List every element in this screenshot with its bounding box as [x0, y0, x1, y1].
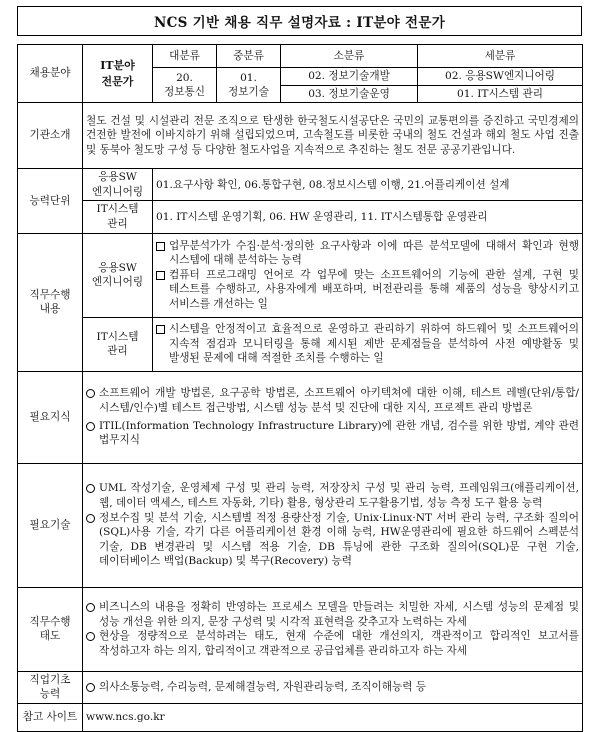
duty-it-label: IT시스템 관리	[83, 317, 153, 371]
skill-label: 필요기술	[18, 463, 83, 587]
unit-sw-label: 응용SW 엔지니어링	[83, 169, 153, 201]
org-intro-label: 기관소개	[18, 103, 83, 169]
skill-item: 정보수집 및 분석 기술, 시스템별 적정 용량산정 기술, Unix·Linux·NT 서버 관리 능력, 구조화 질의어(SQL)사용 기술, 각기 다른 어플리케이션 환경 이해 능력, HW운영관리에 필요한 하드웨어 스펙분석 기술, DB 변경관리 및 시스템 적용 기술, DB 튜닝에 관한 구조화 질의어(SQL)문 구현 기술, 데이터베이스 백업(Backup) 및 복구(Recovery) 능력	[86, 511, 579, 569]
square-bullet-icon	[156, 239, 165, 256]
circle-bullet-icon	[86, 386, 95, 403]
col-head-middle: 중분류	[217, 45, 281, 68]
knowledge-content	[83, 371, 583, 463]
circle-bullet-icon	[86, 680, 95, 697]
col-head-minor: 소분류	[281, 45, 418, 68]
unit-it-text: 01. IT시스템 운영기획, 06. HW 운영관리, 11. IT시스템통합 운영관리	[153, 201, 583, 233]
attitude-content	[83, 587, 583, 671]
knowledge-item: 소프트웨어 개발 방법론, 요구공학 방법론, 소프트웨어 아키텍쳐에 대한 이해, 테스트 레벨(단위/통합/시스템/인수)별 테스트 접근방법, 시스템 성능 분석 및 진단에 대한 지식, 프로젝트 관리 방법론	[86, 386, 579, 415]
col-head-major: 대분류	[153, 45, 217, 68]
minor-class-1: 02. 정보기술개발	[281, 68, 418, 86]
reference-label: 참고 사이트	[18, 703, 83, 731]
circle-bullet-icon	[86, 511, 95, 528]
unit-sw-text: 01.요구사항 확인, 06.통합구현, 08.정보시스템 이행, 21.어플리케이션 설계	[153, 169, 583, 201]
knowledge-item: ITIL(Information Technology Infrastructure Library)에 관한 개념, 검수를 위한 방법, 계약 관련 법무지식	[86, 419, 579, 448]
ability-unit-label: 능력단위	[18, 169, 83, 233]
duty-label: 직무수행 내용	[18, 233, 83, 371]
circle-bullet-icon	[86, 419, 95, 436]
attitude-item: 현상을 정량적으로 분석하려는 태도, 현재 수준에 대한 개선의지, 객관적이고 합리적인 보고서를 작성하고자 하는 의지, 합리적이고 객관적으로 공급업체를 관리하고자 하는 자세	[86, 629, 579, 658]
duty-sw-content	[153, 233, 583, 317]
attitude-label: 직무수행 태도	[18, 587, 83, 671]
hire-field-value: IT분야 전문가	[83, 45, 153, 103]
skill-content	[83, 463, 583, 587]
duty-sw-item: 컴퓨터 프로그래밍 언어로 각 업무에 맞는 소프트웨어의 기능에 관한 설계, 구현 및 테스트를 수행하고, 사용자에게 배포하며, 버전관리를 통해 제품의 성능을 향상시키고 서비스를 개선하는 일	[156, 268, 579, 312]
duty-it-item: 시스템을 안정적이고 효율적으로 운영하고 관리하기 위하여 하드웨어 및 소프트웨어의 지속적 점검과 모니터링을 통해 제시된 제반 문제점들을 분석하여 사전 예방활동 및 발생된 문제에 대해 적절한 조치를 수행하는 일	[156, 322, 579, 366]
square-bullet-icon	[156, 268, 165, 285]
circle-bullet-icon	[86, 629, 95, 646]
basic-ability-label: 직업기초 능력	[18, 671, 83, 703]
duty-sw-label: 응용SW 엔지니어링	[83, 233, 153, 317]
detail-class-1: 02. 응용SW엔지니어링	[418, 68, 583, 86]
knowledge-label: 필요지식	[18, 371, 83, 463]
hire-field-label: 채용분야	[18, 45, 83, 103]
reference-link[interactable]: www.ncs.go.kr	[83, 703, 583, 731]
org-intro-text: 철도 건설 및 시설관리 전문 조직으로 탄생한 한국철도시설공단은 국민의 교통편의를 증진하고 국민경제의 건전한 발전에 이바지하기 위해 설립되었으며, 고속철도를 비롯한 국내의 철도 건설과 해외 철도 사업 진출 및 동북아 철도망 구성 등 다양한 철도사업을 지속적으로 추진하는 철도 전문 공공기관입니다.	[83, 103, 583, 169]
middle-class: 01. 정보기술	[217, 68, 281, 103]
minor-class-2: 03. 정보기술운영	[281, 85, 418, 103]
duty-sw-item: 업무분석가가 수집·분석·정의한 요구사항과 이에 따른 분석모델에 대해서 확인과 현행 시스템에 대해 분석하는 능력	[156, 239, 579, 268]
circle-bullet-icon	[86, 481, 95, 498]
unit-it-label: IT시스템 관리	[83, 201, 153, 233]
attitude-item: 비즈니스의 내용을 정확히 반영하는 프로세스 모델을 만들려는 치밀한 자세, 시스템 성능의 문제점 및 성능 개선을 위한 의지, 문장 구성력 및 시각적 표현력을 갖추고자 노력하는 자세	[86, 600, 579, 629]
detail-class-2: 01. IT시스템 관리	[418, 85, 583, 103]
document-title: NCS 기반 채용 직무 설명자료 : IT분야 전문가	[17, 6, 582, 36]
skill-item: UML 작성기술, 운영체제 구성 및 관리 능력, 저장장치 구성 및 관리 능력, 프레임워크(애플리케이션, 웹, 데이터 액세스, 테스트 자동화, 기타) 활용, 형상관리 도구활용기법, 성능 측정 도구 활용 능력	[86, 481, 579, 510]
basic-ability-item: 의사소통능력, 수리능력, 문제해결능력, 자원관리능력, 조직이해능력 등	[86, 680, 579, 695]
job-description-table	[17, 44, 583, 732]
basic-ability-content	[83, 671, 583, 703]
major-class: 20. 정보통신	[153, 68, 217, 103]
circle-bullet-icon	[86, 600, 95, 617]
col-head-detail: 세분류	[418, 45, 583, 68]
duty-it-content	[153, 317, 583, 371]
square-bullet-icon	[156, 322, 165, 339]
